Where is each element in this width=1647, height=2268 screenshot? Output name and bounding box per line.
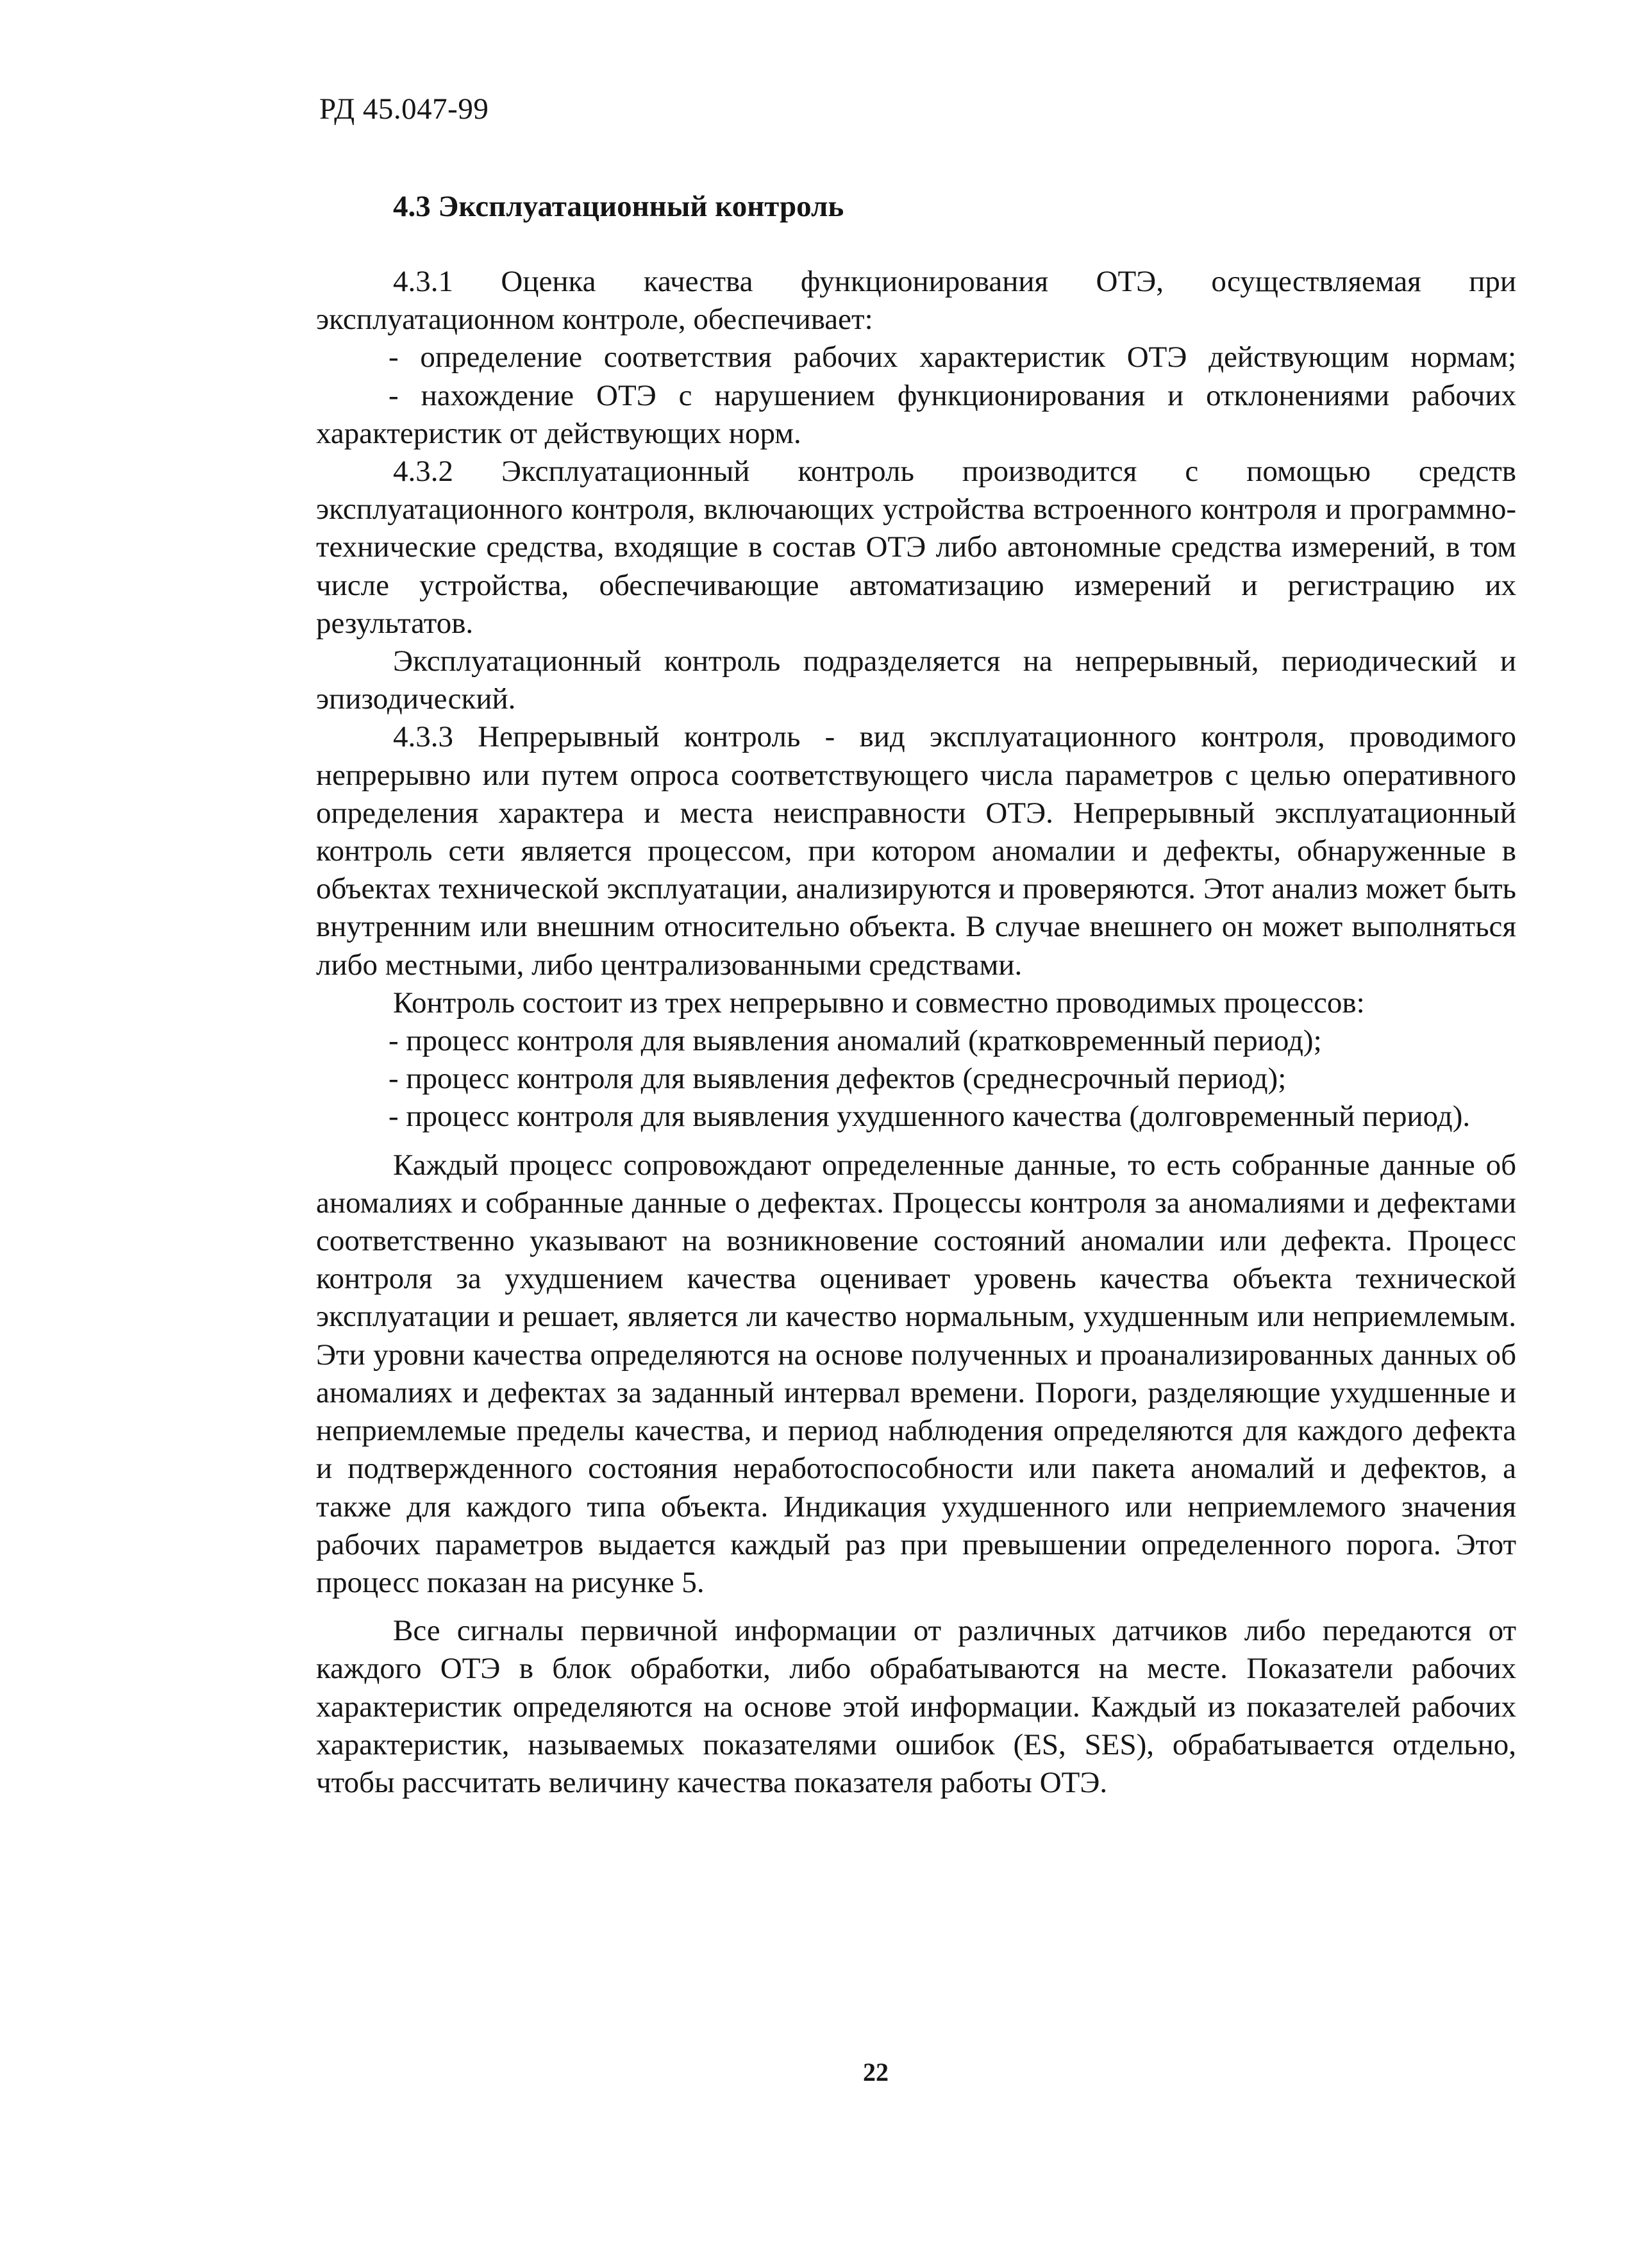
paragraph: Контроль состоит из трех непрерывно и совместно проводимых процессов:: [393, 986, 1365, 1020]
document-code: РД 45.047-99: [319, 92, 489, 126]
list-item: - процесс контроля для выявления аномалий (кратковременный период);: [389, 1024, 1322, 1058]
list-item: - процесс контроля для выявления дефектов (среднесрочный период);: [389, 1062, 1287, 1096]
paragraph: Эксплуатационный контроль подразделяется на непрерывный, периодический и эпизодический.: [316, 644, 1516, 716]
section-body: [316, 263, 1516, 1802]
paragraph: Все сигналы первичной информации от различных датчиков либо передаются от каждого ОТЭ в блок обработки, либо обрабатываются на месте. Показатели рабочих характеристик определяются на основе этой информации. Каждый из показателей рабочих характеристик, называемых показателями ошибок (ES, SES), обрабатывается отдельно, чтобы рассчитать величину качества показателя работы ОТЭ.: [316, 1614, 1516, 1799]
page-number: 22: [863, 2058, 889, 2087]
paragraph-4-3-1: 4.3.1 Оценка качества функционирования ОТЭ, осуществляемая при эксплуатационном контроле, обеспечивает:: [316, 265, 1516, 337]
list-item: - определение соответствия рабочих характеристик ОТЭ действующим нормам;: [389, 340, 1516, 374]
paragraph-4-3-3: 4.3.3 Непрерывный контроль - вид эксплуатационного контроля, проводимого непрерывно или путем опроса соответствующего числа параметров с целью оперативного определения характера и места неисправности ОТЭ. Непрерывный эксплуатационный контроль сети является процессом, при котором аномалии и дефекты, обнаруженные в объектах технической эксплуатации, анализируются и проверяются. Этот анализ может быть внутренним или внешним относительно объекта. В случае внешнего он может выполняться либо местными, либо централизованными средствами.: [316, 720, 1516, 982]
paragraph-4-3-2: 4.3.2 Эксплуатационный контроль производится с помощью средств эксплуатационного контроля, включающих устройства встроенного контроля и программно-технические средства, входящие в состав ОТЭ либо автономные средства измерений, в том числе устройства, обеспечивающие автоматизацию измерений и регистрацию их результатов.: [316, 455, 1516, 640]
section-heading: 4.3 Эксплуатационный контроль: [393, 190, 844, 223]
paragraph: Каждый процесс сопровождают определенные данные, то есть собранные данные об аномалиях и собранные данные о дефектах. Процессы контроля за аномалиями и дефектами соответственно указывают на возникновение состояний аномалии или дефекта. Процесс контроля за ухудшением качества оценивает уровень качества объекта технической эксплуатации и решает, является ли качество нормальным, ухудшенным или неприемлемым. Эти уровни качества определяются на основе полученных и проанализированных данных об аномалиях и дефектах за заданный интервал времени. Пороги, разделяющие ухудшенные и неприемлемые пределы качества, и период наблюдения определяются для каждого дефекта и подтвержденного состояния неработоспособности или пакета аномалий и дефектов, а также для каждого типа объекта. Индикация ухудшенного или неприемлемого значения рабочих параметров выдается каждый раз при превышении определенного порога. Этот процесс показан на рисунке 5.: [316, 1148, 1516, 1599]
list-item: - процесс контроля для выявления ухудшенного качества (долговременный период).: [389, 1100, 1471, 1134]
list-item: - нахождение ОТЭ с нарушением функционирования и отклонениями рабочих характеристик от действующих норм.: [316, 378, 1516, 450]
